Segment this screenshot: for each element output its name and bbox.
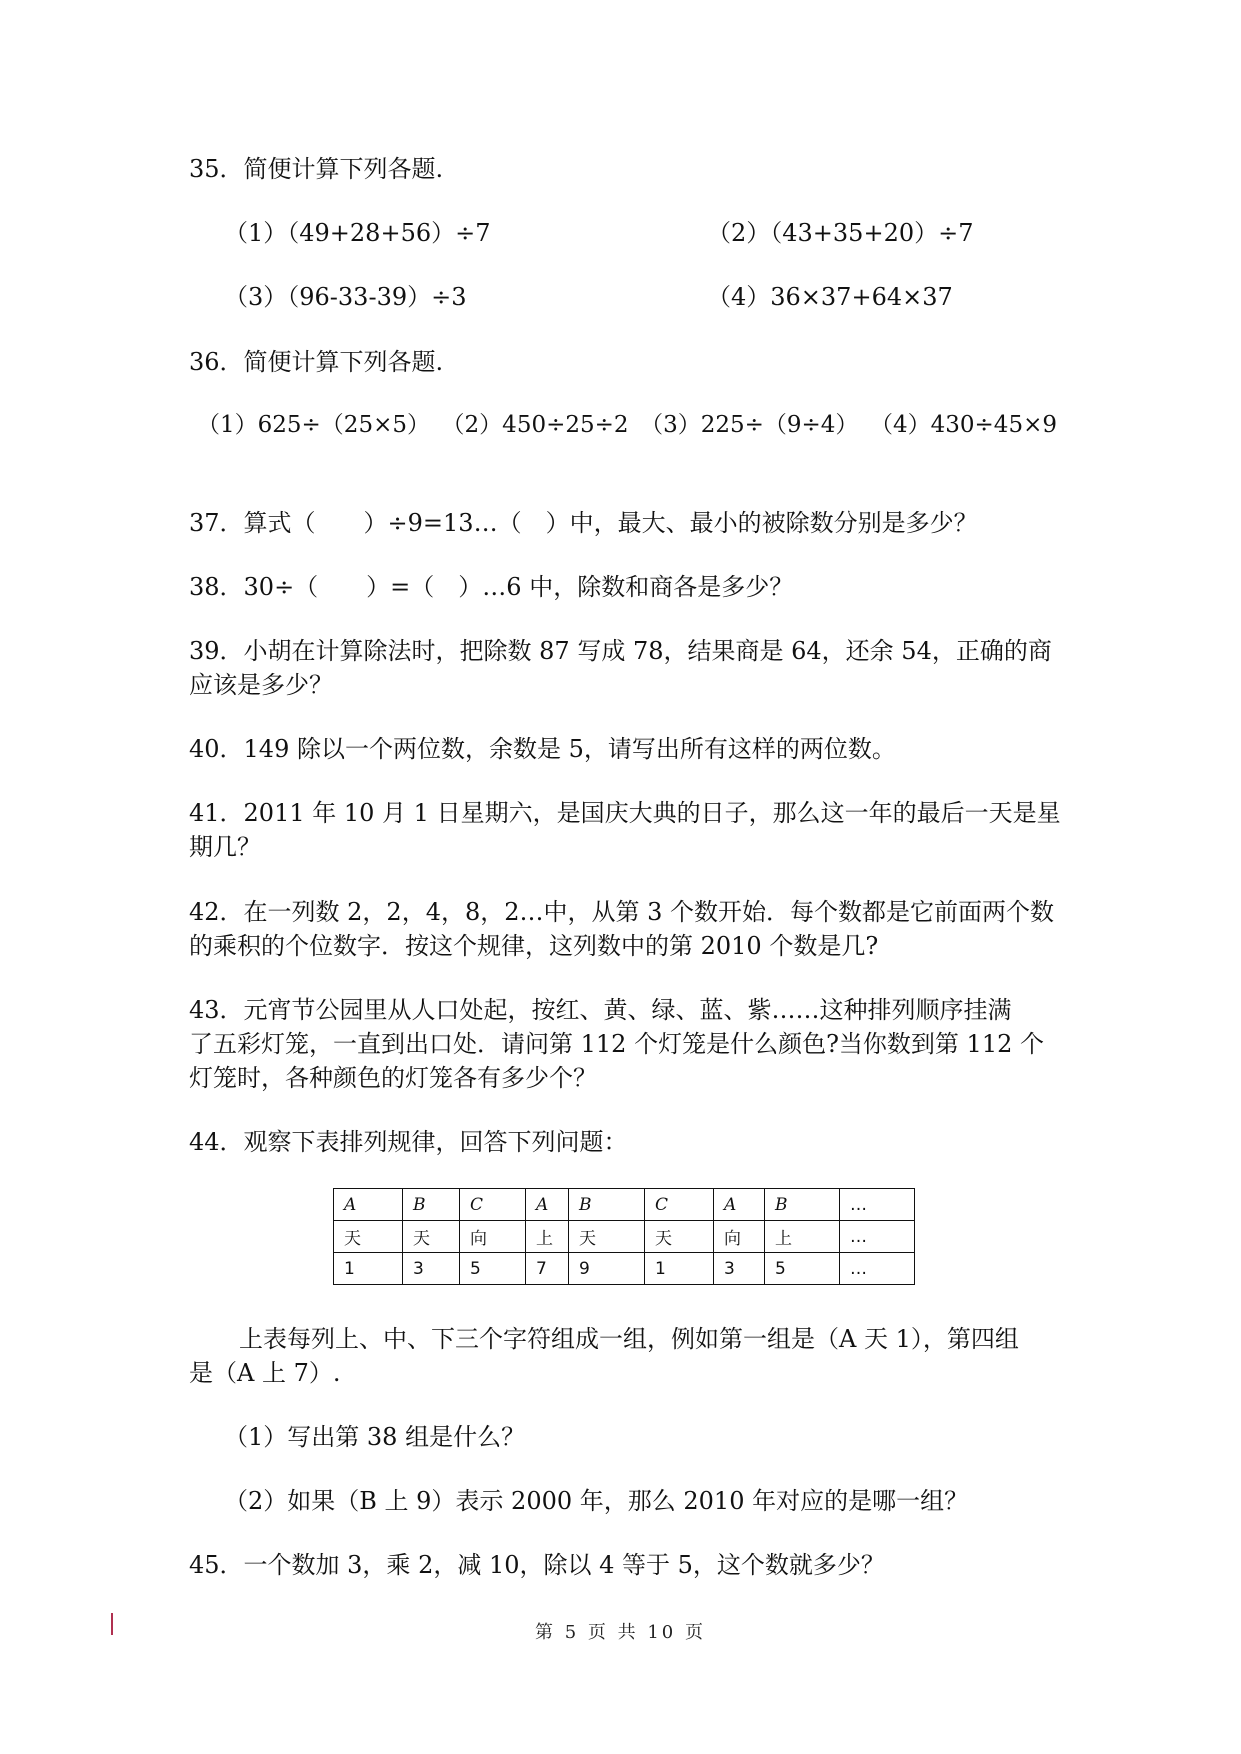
table-cell: B <box>403 1189 460 1221</box>
q42-line-2: 的乘积的个位数字．按这个规律，这列数中的第 2010 个数是几? <box>189 932 879 960</box>
q43-line-2: 了五彩灯笼，一直到出口处．请问第 112 个灯笼是什么颜色?当你数到第 112 个 <box>189 1030 1044 1058</box>
table-cell: 7 <box>526 1253 569 1285</box>
q36-title: 36．简便计算下列各题. <box>189 348 444 376</box>
table-cell: 天 <box>334 1221 403 1253</box>
table-cell: B <box>765 1189 840 1221</box>
table-cell: 上 <box>765 1221 840 1253</box>
table-cell: 天 <box>403 1221 460 1253</box>
table-row <box>334 1189 915 1221</box>
q39-line-1: 39．小胡在计算除法时，把除数 87 写成 78，结果商是 64，还余 54，正确的商 <box>189 637 1052 665</box>
q39-line-2: 应该是多少？ <box>189 671 333 699</box>
q35-title: 35．简便计算下列各题. <box>189 155 444 183</box>
table-cell: B <box>569 1189 645 1221</box>
q44-sub-1: （1）写出第 38 组是什么？ <box>224 1423 526 1451</box>
q37: 37．算式（ ）÷9=13…（ ）中，最大、最小的被除数分别是多少？ <box>189 509 978 537</box>
table-cell: 5 <box>765 1253 840 1285</box>
table-cell: 1 <box>645 1253 714 1285</box>
q38: 38．30÷（ ）=（ ）…6 中，除数和商各是多少？ <box>189 573 794 601</box>
table-cell: 9 <box>569 1253 645 1285</box>
q42-line-1: 42．在一列数 2，2，4，8，2…中，从第 3 个数开始．每个数都是它前面两个数 <box>189 898 1055 926</box>
q36-item-2: （2）450÷25÷2 <box>441 412 629 438</box>
table-cell: 5 <box>460 1253 526 1285</box>
table-cell: A <box>714 1189 765 1221</box>
q35-item-4: （4）36×37+64×37 <box>707 283 953 311</box>
table-cell: 向 <box>714 1221 765 1253</box>
table-cell: 向 <box>460 1221 526 1253</box>
table-cell: C <box>645 1189 714 1221</box>
table-cell: … <box>840 1189 915 1221</box>
q36-items <box>197 408 1057 442</box>
q43-line-3: 灯笼时，各种颜色的灯笼各有多少个？ <box>189 1064 597 1092</box>
table-cell: 上 <box>526 1221 569 1253</box>
pattern-table <box>333 1188 915 1285</box>
q41-line-1: 41．2011 年 10 月 1 日星期六，是国庆大典的日子，那么这一年的最后一天是星 <box>189 799 1061 827</box>
q36-item-4: （4）430÷45×9 <box>870 412 1057 438</box>
table-cell: A <box>334 1189 403 1221</box>
table-cell: A <box>526 1189 569 1221</box>
table-cell: … <box>840 1253 915 1285</box>
q40: 40．149 除以一个两位数，余数是 5，请写出所有这样的两位数。 <box>189 735 896 763</box>
table-cell: C <box>460 1189 526 1221</box>
q35-item-3: （3）（96-33-39）÷3 <box>224 283 467 311</box>
q36-item-3: （3）225÷（9÷4） <box>640 412 859 438</box>
q44-desc-line-2: 是（A 上 7）. <box>189 1359 341 1387</box>
table-cell: … <box>840 1221 915 1253</box>
q35-item-1: （1）（49+28+56）÷7 <box>224 219 491 247</box>
q41-line-2: 期几？ <box>189 833 261 861</box>
page-footer: 第 5 页 共 10 页 <box>535 1622 706 1643</box>
table-cell: 天 <box>645 1221 714 1253</box>
q35-item-2: （2）（43+35+20）÷7 <box>707 219 974 247</box>
table-cell: 3 <box>714 1253 765 1285</box>
q44-title: 44．观察下表排列规律，回答下列问题： <box>189 1128 628 1156</box>
table-row <box>334 1221 915 1253</box>
q44-sub-2: （2）如果（B 上 9）表示 2000 年，那么 2010 年对应的是哪一组？ <box>224 1487 969 1515</box>
q43-line-1: 43．元宵节公园里从人口处起，按红、黄、绿、蓝、紫……这种排列顺序挂满 <box>189 996 1012 1024</box>
q45: 45．一个数加 3，乘 2，减 10，除以 4 等于 5，这个数就多少？ <box>189 1551 885 1579</box>
table-cell: 3 <box>403 1253 460 1285</box>
table-cell: 1 <box>334 1253 403 1285</box>
q36-item-1: （1）625÷（25×5） <box>197 412 430 438</box>
table-row <box>334 1253 915 1285</box>
q44-desc-line-1: 上表每列上、中、下三个字符组成一组，例如第一组是（A 天 1），第四组 <box>239 1325 1019 1353</box>
table-cell: 天 <box>569 1221 645 1253</box>
